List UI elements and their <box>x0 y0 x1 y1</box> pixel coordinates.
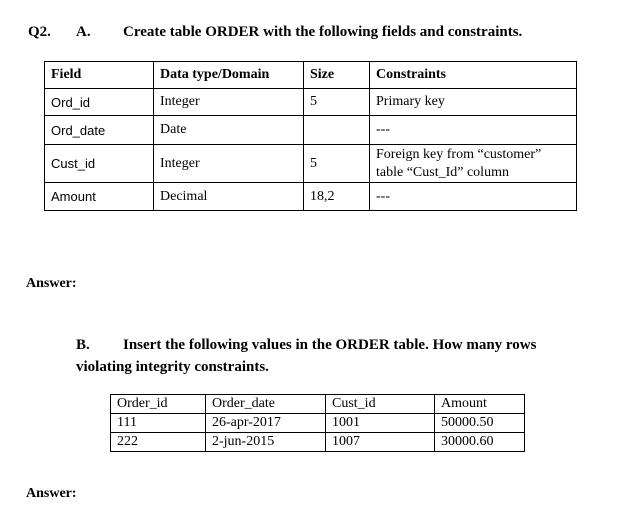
table-header-row <box>45 62 577 89</box>
cell-order-id: 222 <box>111 433 206 452</box>
cell-field: Ord_date <box>45 116 154 145</box>
cell-size: 5 <box>304 145 370 183</box>
table-row <box>45 183 577 211</box>
cell-type: Decimal <box>154 183 304 211</box>
table-row <box>45 116 577 145</box>
cell-order-date: 2-jun-2015 <box>206 433 326 452</box>
header-amount: Amount <box>435 395 525 414</box>
header-cust-id: Cust_id <box>326 395 435 414</box>
cell-amount: 50000.50 <box>435 414 525 433</box>
cell-constraint: --- <box>370 116 577 145</box>
table-row <box>111 414 525 433</box>
cell-field: Amount <box>45 183 154 211</box>
cell-field: Ord_id <box>45 89 154 116</box>
cell-size <box>304 116 370 145</box>
cell-order-date: 26-apr-2017 <box>206 414 326 433</box>
answer-label-a: Answer: <box>26 276 77 291</box>
part-b-label: B. <box>76 337 90 353</box>
cell-constraint: Primary key <box>370 89 577 116</box>
cell-type: Date <box>154 116 304 145</box>
part-b-text-line1: Insert the following values in the ORDER table. How many rows <box>123 337 537 353</box>
cell-cust-id: 1001 <box>326 414 435 433</box>
header-order-id: Order_id <box>111 395 206 414</box>
table-row <box>45 145 577 183</box>
cell-amount: 30000.60 <box>435 433 525 452</box>
header-data-type: Data type/Domain <box>154 62 304 89</box>
cell-order-id: 111 <box>111 414 206 433</box>
header-constraints: Constraints <box>370 62 577 89</box>
constraint-line-2: table “Cust_Id” column <box>376 164 509 180</box>
header-order-date: Order_date <box>206 395 326 414</box>
header-field: Field <box>45 62 154 89</box>
answer-label-b: Answer: <box>26 486 77 501</box>
constraint-line-1: Foreign key from “customer” <box>376 146 542 162</box>
header-size: Size <box>304 62 370 89</box>
cell-field: Cust_id <box>45 145 154 183</box>
order-fields-table <box>44 61 577 211</box>
table-row <box>111 433 525 452</box>
cell-constraint: --- <box>370 183 577 211</box>
table-row <box>45 89 577 116</box>
cell-type: Integer <box>154 89 304 116</box>
cell-constraint <box>370 145 577 183</box>
cell-size: 5 <box>304 89 370 116</box>
cell-type: Integer <box>154 145 304 183</box>
order-values-table <box>110 394 525 452</box>
part-b-text-line2: violating integrity constraints. <box>76 359 269 375</box>
part-a-title: Create table ORDER with the following fields and constraints. <box>123 24 523 40</box>
question-number: Q2. <box>28 24 51 40</box>
cell-size: 18,2 <box>304 183 370 211</box>
part-a-label: A. <box>76 24 91 40</box>
cell-cust-id: 1007 <box>326 433 435 452</box>
table-header-row <box>111 395 525 414</box>
